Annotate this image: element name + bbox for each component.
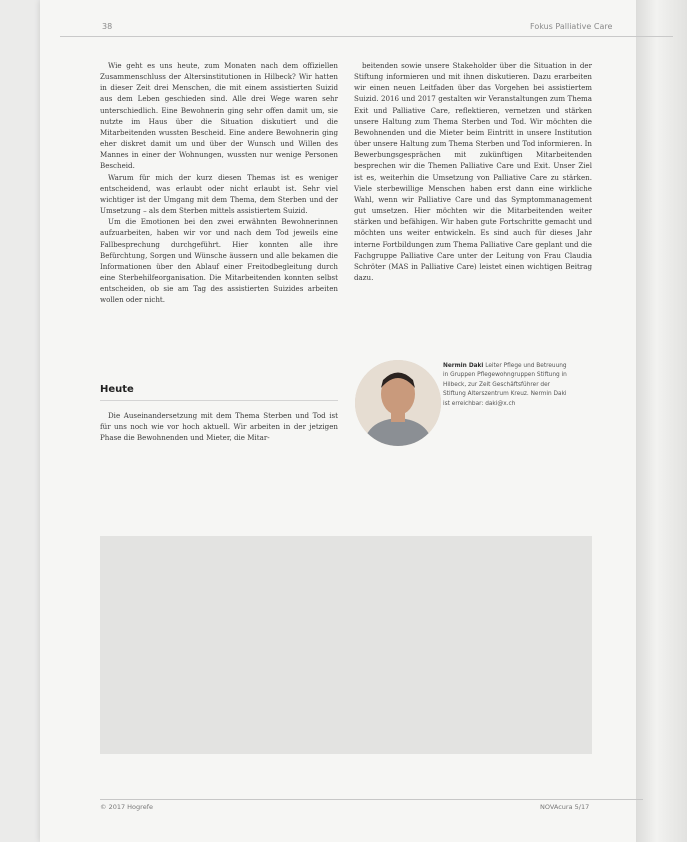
page-edge <box>636 0 687 842</box>
heading-rule <box>100 400 338 401</box>
author-box <box>355 360 565 450</box>
image-placeholder <box>100 536 592 754</box>
column-left-heute <box>100 410 338 443</box>
paragraph: Um die Emotionen bei den zwei erwähnten Bewohnerinnen aufzuarbeiten, haben wir vor und nach dem Tod jeweils eine Fallbesprechung durchgeführt. Hier konnten alle ihre Befürchtung, Sorgen und Wünsche äussern und alle bekamen die Informationen über den Ablauf einer Freitodbegleitung durch eine Sterbehilfeorganisation. Die Mitarbeitenden konnten selbst entscheiden, ob sie am Tag des assistierten Suizides arbeiten wollen oder nicht. <box>100 217 338 305</box>
paragraph: Wie geht es uns heute, zum Monaten nach dem offiziellen Zusammenschluss der Altersinstitutionen in Hilbeck? Wir hatten in dieser Zeit drei Menschen, die mit einem assistierten Suizid aus dem Leben geschieden sind. Alle drei Wege waren sehr unterschiedlich. Eine Bewohnerin ging sehr offen damit um, sie nutzte im Haus über die Situation diskutiert und die Mitarbeitenden wussten Bescheid. Eine andere Bewohnerin ging eher diskret damit um und über der Wunsch und Willen des Mannes in einer der Wohnungen, wussten nur wenige Personen Bescheid. <box>100 61 338 171</box>
author-photo <box>355 360 441 446</box>
paragraph: Warum für mich der kurz diesen Themas ist es weniger entscheidend, was erlaubt oder nicht erlaubt ist. Sehr viel wichtiger ist der Umgang mit dem Thema, dem Sterben und der Umsetzung – als dem Sterben mittels assistiertem Suizid. <box>100 172 338 216</box>
page-number: 38 <box>102 22 113 31</box>
header-rule <box>60 36 673 37</box>
paragraph: Die Auseinandersetzung mit dem Thema Sterben und Tod ist für uns noch wie vor hoch aktuell. Wir arbeiten in der jetzigen Phase die Bewohnenden und Mieter, die Mitar- <box>100 411 338 443</box>
paragraph: beitenden sowie unsere Stakeholder über die Situation in der Stiftung informieren und mit ihnen diskutieren. Dazu erarbeiten wir einen neuen Leitfaden über das Vorgehen bei assistiertem Suizid. 2016 und 2017 gestalten wir Veranstaltungen zum Thema Exit und Palliative Care, reflektieren, vernetzen und stärken unsere Haltung zum Thema Sterben und Tod. Wir möchten die Bewohnenden und die Mieter beim Eintritt in unsere Institution über unsere Haltung zum Thema Sterben und Tod informieren. In Bewerbungsgesprächen mit zukünftigen Mitarbeitenden besprechen wir die Themen Palliative Care und Exit. Unser Ziel ist es, weiterhin die Umsetzung von Palliative Care zu stärken. Viele sterbewillige Menschen haben erst dann eine wirkliche Wahl, wenn wir Palliative Care und das Symptommanagement gut umsetzen. Hier möchten wir die Mitarbeitenden weiter stärken und befähigen. Wir haben gute Fortschritte gemacht und möchten uns weiter entwickeln. Es sind auch für dieses Jahr interne Fortbildungen zum Thema Palliative Care geplant und die Fachgruppe Palliative Care unter der Leitung von Frau Claudia Schröter (MAS in Palliative Care) leistet einen wichtigen Beitrag dazu. <box>354 61 592 282</box>
footer-copyright: © 2017 Hogrefe <box>100 803 153 811</box>
portrait-icon <box>355 360 441 446</box>
section-heading: Heute <box>100 384 134 395</box>
section-title: Fokus Palliative Care <box>530 22 613 31</box>
footer-rule <box>100 799 643 800</box>
author-description: Leiter Pflege und Betreuung in Gruppen Pflegewohngruppen Stiftung in Hilbeck, zur Zeit Geschäftsführer der Stiftung Alterszentrum Kreuz. Nermin Daki ist erreichbar: daki@x.ch <box>443 363 567 407</box>
author-name: Nermin Daki <box>443 363 484 369</box>
column-left <box>100 60 338 305</box>
author-bio <box>443 362 568 409</box>
footer-journal: NOVAcura 5/17 <box>540 803 590 811</box>
column-right <box>354 60 592 283</box>
